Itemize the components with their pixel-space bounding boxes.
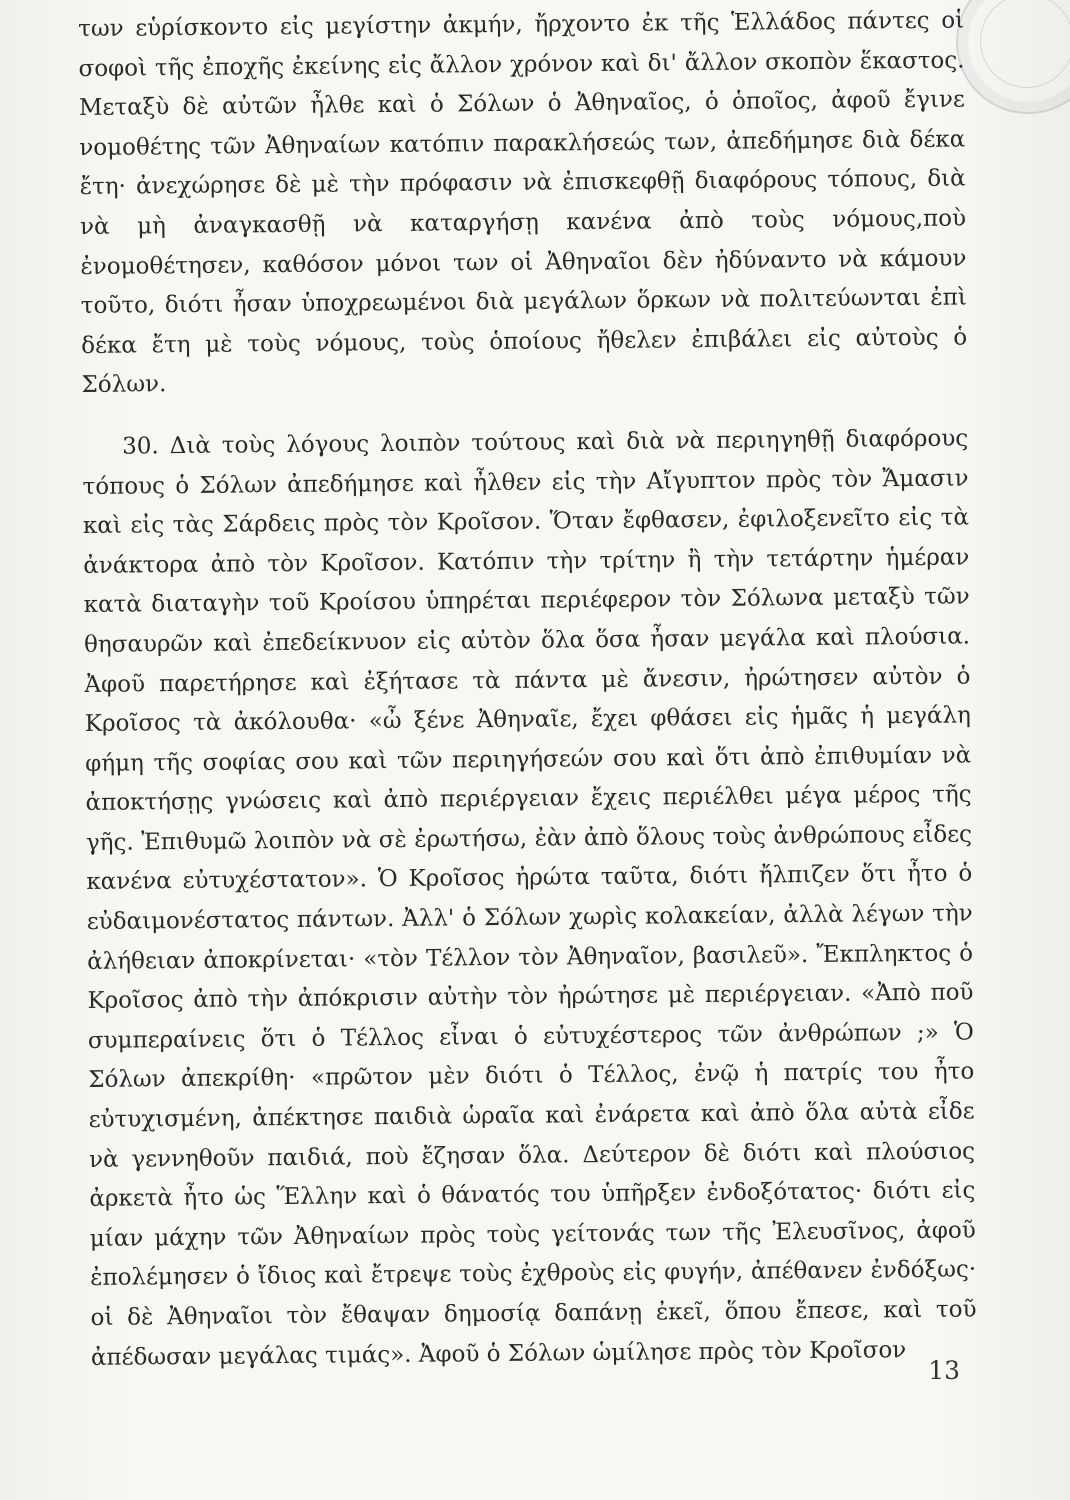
library-stamp (956, 0, 1070, 114)
body-text (78, 1, 977, 1378)
library-stamp-inner-ring (980, 0, 1070, 88)
paragraph-section-30: 30. Διὰ τοὺς λόγους λοιπὸν τούτους καὶ διὰ νὰ περιηγηθῇ διαφόρους τόπους ὁ Σόλων ἀπεδήμησε καὶ ἦλθεν εἰς τὴν Αἴγυπτον πρὸς τὸν Ἄμασιν καὶ εἰς τὰς Σάρδεις πρὸς τὸν Κροῖσον. Ὅταν ἔφθασεν, ἐφιλοξενεῖτο εἰς τὰ ἀνάκτορα ἀπὸ τὸν Κροῖσον. Κατόπιν τὴν τρίτην ἢ τὴν τετάρτην ἡμέραν κατὰ διαταγὴν τοῦ Κροίσου ὑπηρέται περιέφερον τὸν Σόλωνα μεταξὺ τῶν θησαυρῶν καὶ ἐπεδείκνυον εἰς αὐτὸν ὅλα ὅσα ἦσαν μεγάλα καὶ πλούσια. Ἀφοῦ παρετήρησε καὶ ἐξήτασε τὰ πάντα μὲ ἄνεσιν, ἠρώτησεν αὐτὸν ὁ Κροῖσος τὰ ἀκόλουθα· «ὦ ξένε Ἀθηναῖε, ἔχει φθάσει εἰς ἡμᾶς ἡ μεγάλη φήμη τῆς σοφίας σου καὶ τῶν περιηγήσεών σου καὶ ὅτι ἀπὸ ἐπιθυμίαν νὰ ἀποκτήσῃς γνώσεις καὶ ἀπὸ περιέργειαν ἔχεις περιέλθει μέγα μέρος τῆς γῆς. Ἐπιθυμῶ λοιπὸν νὰ σὲ ἐρωτήσω, ἐὰν ἀπὸ ὅλους τοὺς ἀνθρώπους εἶδες κανένα εὐτυχέστατον». Ὁ Κροῖσος ἠρώτα ταῦτα, διότι ἤλπιζεν ὅτι ἦτο ὁ εὐδαιμονέστατος πάντων. Ἀλλ' ὁ Σόλων χωρὶς κολακείαν, ἀλλὰ λέγων τὴν ἀλήθειαν ἀποκρίνεται· «τὸν Τέλλον τὸν Ἀθηναῖον, βασιλεῦ». Ἔκπληκτος ὁ Κροῖσος ἀπὸ τὴν ἀπόκρισιν αὐτὴν τὸν ἠρώτησε μὲ περιέργειαν. «Ἀπὸ ποῦ συμπεραίνεις ὅτι ὁ Τέλλος εἶναι ὁ εὐτυχέστερος τῶν ἀνθρώπων ;» Ὁ Σόλων ἀπεκρίθη· «πρῶτον μὲν διότι ὁ Τέλλος, ἐνῷ ἡ πατρίς του ἦτο εὐτυχισμένη, ἀπέκτησε παιδιὰ ὡραῖα καὶ ἐνάρετα καὶ ἀπὸ ὅλα αὐτὰ εἶδε νὰ γεννηθοῦν παιδιά, ποὺ ἔζησαν ὅλα. Δεύτερον δὲ διότι καὶ πλούσιος ἀρκετὰ ἦτο ὡς Ἕλλην καὶ ὁ θάνατός του ὑπῆρξεν ἐνδοξότατος· διότι εἰς μίαν μάχην τῶν Ἀθηναίων πρὸς τοὺς γείτονάς των τῆς Ἐλευσῖνος, ἀφοῦ ἐπολέμησεν ὁ ἴδιος καὶ ἔτρεψε τοὺς ἐχθροὺς εἰς φυγήν, ἀπέθανεν ἐνδόξως· οἱ δὲ Ἀθηναῖοι τὸν ἔθαψαν δημοσίᾳ δαπάνῃ ἐκεῖ, ὅπου ἔπεσε, καὶ τοῦ ἀπέδωσαν μεγάλας τιμάς». Ἀφοῦ ὁ Σόλων ὡμίλησε πρὸς τὸν Κροῖσον (82, 425, 977, 1371)
paragraph: των εὑρίσκοντο εἰς μεγίστην ἀκμήν, ἤρχοντο ἐκ τῆς Ἑλλάδος πάντες οἱ σοφοὶ τῆς ἐποχῆς ἐκείνης εἰς ἄλλον χρόνον καὶ δι' ἄλλον σκοπὸν ἕκαστος. Μεταξὺ δὲ αὐτῶν ἦλθε καὶ ὁ Σόλων ὁ Ἀθηναῖος, ὁ ὁποῖος, ἀφοῦ ἔγινε νομοθέτης τῶν Ἀθηναίων κατόπιν παρακλήσεώς των, ἀπεδήμησε διὰ δέκα ἔτη· ἀνεχώρησε δὲ μὲ τὴν πρόφασιν νὰ ἐπισκεφθῇ διαφόρους τόπους, διὰ νὰ μὴ ἀναγκασθῇ νὰ καταργήσῃ κανένα ἀπὸ τοὺς νόμους,ποὺ ἐνομοθέτησεν, καθόσον μόνοι των οἱ Ἀθηναῖοι δὲν ἠδύναντο νὰ κάμουν τοῦτο, διότι ἦσαν ὑποχρεωμένοι διὰ μεγάλων ὅρκων νὰ πολιτεύωνται ἐπὶ δέκα ἔτη μὲ τοὺς νόμους, τοὺς ὁποίους ἤθελεν ἐπιβάλει εἰς αὐτοὺς ὁ Σόλων. (78, 7, 968, 399)
page-number: 13 (928, 1356, 960, 1385)
